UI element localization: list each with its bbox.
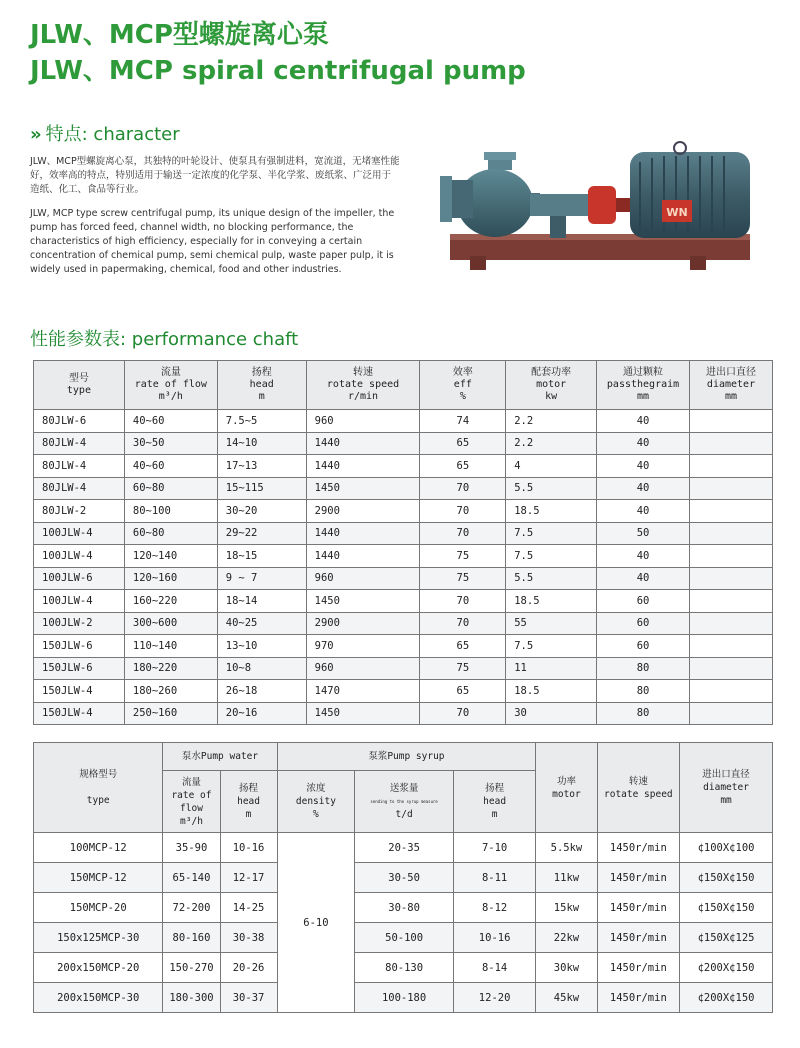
table-cell: 7.5 — [506, 545, 597, 568]
table-cell: 9 ~ 7 — [217, 567, 306, 590]
performance-table-body — [34, 410, 773, 725]
table-cell: 18.5 — [506, 500, 597, 523]
table-cell: 150x125MCP-30 — [34, 923, 163, 953]
table-cell: 15~115 — [217, 477, 306, 500]
table-cell: 40 — [597, 500, 690, 523]
table-cell: 5.5 — [506, 477, 597, 500]
table-cell: 40~60 — [124, 410, 217, 433]
table-cell: 45kw — [536, 983, 597, 1013]
performance-col-header: 扬程 head m — [217, 361, 306, 410]
table-row — [34, 455, 773, 478]
mcp-type-header: 规格型号 type — [34, 743, 163, 833]
table-cell: 180~260 — [124, 680, 217, 703]
table-cell: 30-80 — [355, 893, 454, 923]
table-cell: 18~15 — [217, 545, 306, 568]
table-cell: 55 — [506, 612, 597, 635]
table-cell: 29~22 — [217, 522, 306, 545]
table-row — [34, 953, 773, 983]
character-heading — [30, 120, 180, 146]
table-cell — [690, 500, 773, 523]
table-cell: 1440 — [306, 522, 420, 545]
table-cell: 1450r/min — [597, 953, 680, 983]
table-cell: 60 — [597, 612, 690, 635]
head-water-header: 扬程 head m — [220, 771, 277, 833]
performance-table — [33, 360, 773, 725]
table-cell: 250~160 — [124, 702, 217, 725]
table-cell: 7.5~5 — [217, 410, 306, 433]
table-cell: 960 — [306, 410, 420, 433]
table-cell: 8-11 — [453, 863, 535, 893]
table-cell: 17~13 — [217, 455, 306, 478]
table-cell: 70 — [420, 500, 506, 523]
table-cell: 70 — [420, 702, 506, 725]
table-cell: 100JLW-2 — [34, 612, 125, 635]
table-cell: 8-14 — [453, 953, 535, 983]
table-cell: 1440 — [306, 455, 420, 478]
table-cell — [690, 657, 773, 680]
table-cell: 4 — [506, 455, 597, 478]
table-cell — [690, 545, 773, 568]
table-cell: 14~10 — [217, 432, 306, 455]
table-cell: ¢200X¢150 — [680, 953, 773, 983]
table-cell: ¢150X¢150 — [680, 863, 773, 893]
table-cell: 5.5kw — [536, 833, 597, 863]
table-cell: 40~25 — [217, 612, 306, 635]
table-cell: 1450 — [306, 590, 420, 613]
table-row — [34, 500, 773, 523]
table-cell: 20~16 — [217, 702, 306, 725]
table-cell: 30~50 — [124, 432, 217, 455]
motor-label: WN — [666, 206, 688, 219]
table-cell: 70 — [420, 612, 506, 635]
table-cell: 60 — [597, 590, 690, 613]
table-cell: 18.5 — [506, 680, 597, 703]
table-row — [34, 477, 773, 500]
table-cell: 1450r/min — [597, 923, 680, 953]
table-row — [34, 680, 773, 703]
table-cell: 60~80 — [124, 522, 217, 545]
table-cell: 1450 — [306, 477, 420, 500]
density-value: 6-10 — [277, 833, 355, 1013]
table-cell: 1450r/min — [597, 863, 680, 893]
table-cell: 40 — [597, 455, 690, 478]
table-cell: 40 — [597, 432, 690, 455]
table-cell — [690, 612, 773, 635]
coupling — [588, 186, 616, 224]
table-cell: 80JLW-4 — [34, 455, 125, 478]
table-cell: 65-140 — [163, 863, 220, 893]
table-cell: 22kw — [536, 923, 597, 953]
table-cell: 2900 — [306, 612, 420, 635]
table-cell: 150MCP-20 — [34, 893, 163, 923]
table-cell: ¢200X¢150 — [680, 983, 773, 1013]
table-cell: 150JLW-6 — [34, 635, 125, 658]
table-cell: 65 — [420, 432, 506, 455]
table-cell: 1450r/min — [597, 983, 680, 1013]
table-cell: 12-20 — [453, 983, 535, 1013]
table-cell: 1470 — [306, 680, 420, 703]
table-cell: 960 — [306, 567, 420, 590]
table-cell: 960 — [306, 657, 420, 680]
title-en: JLW、MCP spiral centrifugal pump — [30, 56, 526, 86]
table-cell: 10-16 — [220, 833, 277, 863]
table-row — [34, 893, 773, 923]
table-cell — [690, 410, 773, 433]
table-cell: 30kw — [536, 953, 597, 983]
table-cell: ¢150X¢125 — [680, 923, 773, 953]
table-cell: 65 — [420, 635, 506, 658]
table-cell: 7.5 — [506, 522, 597, 545]
table-cell: 60~80 — [124, 477, 217, 500]
table-cell: 15kw — [536, 893, 597, 923]
performance-col-header: 通过颗粒 passthegraim mm — [597, 361, 690, 410]
table-cell: 60 — [597, 635, 690, 658]
table-cell — [690, 590, 773, 613]
table-cell: 150JLW-6 — [34, 657, 125, 680]
table-cell: 30-50 — [355, 863, 454, 893]
table-cell: 80~100 — [124, 500, 217, 523]
speed-header: 转速 rotate speed — [597, 743, 680, 833]
table-cell: 74 — [420, 410, 506, 433]
table-cell: 100MCP-12 — [34, 833, 163, 863]
table-cell: 120~140 — [124, 545, 217, 568]
table-cell: 150JLW-4 — [34, 702, 125, 725]
table-cell: 80 — [597, 702, 690, 725]
table-row — [34, 863, 773, 893]
table-cell: 75 — [420, 657, 506, 680]
title-cn: JLW、MCP型螺旋离心泵 — [30, 20, 329, 50]
table-cell — [690, 567, 773, 590]
table-cell: 300~600 — [124, 612, 217, 635]
table-cell: 120~160 — [124, 567, 217, 590]
table-cell: 40 — [597, 410, 690, 433]
performance-col-header: 效率 eff % — [420, 361, 506, 410]
table-cell: 80 — [597, 657, 690, 680]
table-cell: 180-300 — [163, 983, 220, 1013]
table-cell: 100JLW-4 — [34, 545, 125, 568]
performance-heading: 性能参数表: performance chaft — [30, 329, 299, 350]
table-cell: 180~220 — [124, 657, 217, 680]
table-row — [34, 545, 773, 568]
table-cell — [690, 680, 773, 703]
table-cell: 5.5 — [506, 567, 597, 590]
table-cell — [690, 477, 773, 500]
table-cell: 160~220 — [124, 590, 217, 613]
character-cn-text: JLW、MCP型螺旋离心泵，其独特的叶轮设计、使泵具有强制进料，宽流道，无堵塞性能好，效率高的特点，特别适用于输送一定浓度的化学泵、半化学浆、废纸浆、广泛用于造纸、化工、食品等行业。 — [30, 156, 400, 195]
table-cell: 30-38 — [220, 923, 277, 953]
table-cell: 80JLW-4 — [34, 477, 125, 500]
table-cell: 26~18 — [217, 680, 306, 703]
table-cell: 30-37 — [220, 983, 277, 1013]
table-cell: 10~8 — [217, 657, 306, 680]
character-en-text: JLW, MCP type screw centrifugal pump, its unique design of the impeller, the pump has forced feed, channel width, no blocking performance, the characteristics of high efficiency, especially for in conveying a certain concentration of chemical pump, semi chemical pulp, waste paper pulp, it is widely used in papermaking, chemical, food and other industries. — [30, 208, 395, 275]
table-cell: 11 — [506, 657, 597, 680]
performance-header-row — [34, 361, 773, 410]
table-cell: 200x150MCP-20 — [34, 953, 163, 983]
table-cell: 75 — [420, 567, 506, 590]
table-cell: 10-16 — [453, 923, 535, 953]
table-cell: 80JLW-2 — [34, 500, 125, 523]
table-cell: 20-35 — [355, 833, 454, 863]
table-row — [34, 410, 773, 433]
table-cell: 970 — [306, 635, 420, 658]
table-cell: 40 — [597, 545, 690, 568]
table-row — [34, 983, 773, 1013]
table-cell: 8-12 — [453, 893, 535, 923]
table-cell: 14-25 — [220, 893, 277, 923]
table-row — [34, 702, 773, 725]
table-cell: 11kw — [536, 863, 597, 893]
table-row — [34, 432, 773, 455]
table-cell: ¢150X¢150 — [680, 893, 773, 923]
performance-col-header: 型号 type — [34, 361, 125, 410]
table-cell: 40 — [597, 567, 690, 590]
table-cell — [690, 635, 773, 658]
table-cell — [690, 702, 773, 725]
table-cell: 2900 — [306, 500, 420, 523]
table-cell: 100JLW-4 — [34, 590, 125, 613]
table-cell: 1450 — [306, 702, 420, 725]
table-cell: 80-130 — [355, 953, 454, 983]
table-row — [34, 522, 773, 545]
pump-syrup-group-header: 泵浆Pump syrup — [277, 743, 536, 771]
table-cell: 18~14 — [217, 590, 306, 613]
table-row — [34, 657, 773, 680]
performance-col-header: 转速 rotate speed r/min — [306, 361, 420, 410]
table-cell: 50-100 — [355, 923, 454, 953]
table-cell: 70 — [420, 590, 506, 613]
motor — [630, 152, 750, 238]
slurry-header: 送浆量 sending to the syrup measure t/d — [355, 771, 454, 833]
table-cell: 100JLW-6 — [34, 567, 125, 590]
table-cell: 65 — [420, 680, 506, 703]
table-row — [34, 833, 773, 863]
table-cell: 2.2 — [506, 432, 597, 455]
table-row — [34, 635, 773, 658]
table-cell: 65 — [420, 455, 506, 478]
table-cell: 35-90 — [163, 833, 220, 863]
table-cell: 40~60 — [124, 455, 217, 478]
table-cell: 110~140 — [124, 635, 217, 658]
double-chevron-icon: » — [30, 124, 42, 145]
density-header: 浓度 density % — [277, 771, 355, 833]
table-cell: 7.5 — [506, 635, 597, 658]
table-cell: 18.5 — [506, 590, 597, 613]
table-cell: 70 — [420, 477, 506, 500]
table-row — [34, 923, 773, 953]
table-cell: 70 — [420, 522, 506, 545]
table-cell: 30~20 — [217, 500, 306, 523]
table-cell: 150-270 — [163, 953, 220, 983]
table-cell: 7-10 — [453, 833, 535, 863]
performance-col-header: 配套功率 motor kw — [506, 361, 597, 410]
table-cell: 80JLW-6 — [34, 410, 125, 433]
pump-water-group-header: 泵水Pump water — [163, 743, 277, 771]
table-cell: 2.2 — [506, 410, 597, 433]
table-row — [34, 612, 773, 635]
performance-col-header: 流量 rate of flow m³/h — [124, 361, 217, 410]
table-cell — [690, 455, 773, 478]
table-row — [34, 590, 773, 613]
table-cell: 50 — [597, 522, 690, 545]
mcp-table-body — [34, 833, 773, 1013]
table-cell: 72-200 — [163, 893, 220, 923]
table-cell: 20-26 — [220, 953, 277, 983]
performance-col-header: 进出口直径 diameter mm — [690, 361, 773, 410]
table-cell: 80JLW-4 — [34, 432, 125, 455]
table-cell: 40 — [597, 477, 690, 500]
table-cell: 1450r/min — [597, 833, 680, 863]
table-cell: 12-17 — [220, 863, 277, 893]
table-cell: 150MCP-12 — [34, 863, 163, 893]
table-cell — [690, 522, 773, 545]
table-cell: 1440 — [306, 545, 420, 568]
table-cell: 75 — [420, 545, 506, 568]
pump-illustration — [440, 138, 770, 288]
table-cell: 200x150MCP-30 — [34, 983, 163, 1013]
table-cell: ¢100X¢100 — [680, 833, 773, 863]
table-cell: 1440 — [306, 432, 420, 455]
table-cell: 150JLW-4 — [34, 680, 125, 703]
power-header: 功率 motor — [536, 743, 597, 833]
table-cell — [690, 432, 773, 455]
table-cell: 30 — [506, 702, 597, 725]
table-cell: 100JLW-4 — [34, 522, 125, 545]
flow-header: 流量 rate of flow m³/h — [163, 771, 220, 833]
table-cell: 80-160 — [163, 923, 220, 953]
table-cell: 100-180 — [355, 983, 454, 1013]
character-heading-text: 特点: character — [45, 124, 180, 145]
diameter-header: 进出口直径 diameter mm — [680, 743, 773, 833]
head-syrup-header: 扬程 head m — [453, 771, 535, 833]
table-cell: 1450r/min — [597, 893, 680, 923]
mcp-table — [33, 742, 773, 1013]
table-cell: 80 — [597, 680, 690, 703]
table-cell: 13~10 — [217, 635, 306, 658]
table-row — [34, 567, 773, 590]
